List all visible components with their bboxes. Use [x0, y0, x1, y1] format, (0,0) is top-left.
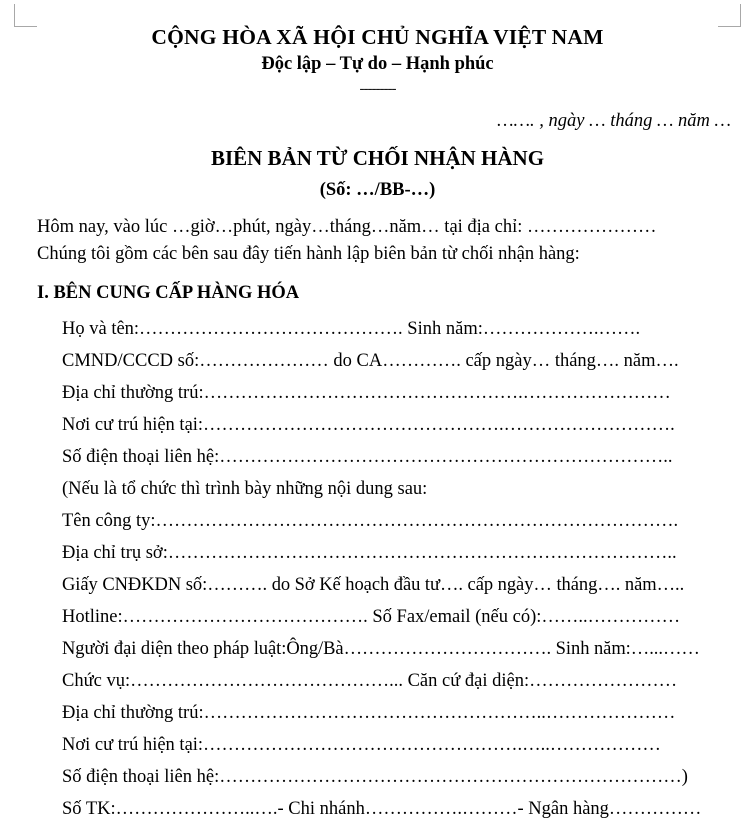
field-line: Người đại diện theo pháp luật:Ông/Bà……………………………. Sinh năm:…...…… [62, 639, 700, 660]
document-number: (Số: …/BB-…) [319, 179, 436, 200]
field-line: Họ và tên:……………………………………. Sinh năm:……………….……. [62, 319, 641, 340]
field-line: Tên công ty:…………………………………………………………………………. [62, 511, 679, 532]
intro-line-1: Hôm nay, vào lúc …giờ…phút, ngày…tháng…năm… tại địa chỉ: ………………… [37, 216, 657, 237]
margin-corner-mark-top-right [718, 4, 741, 27]
field-line: Số TK:…………………..….- Chi nhánh…………….………- Ngân hàng…………… [62, 799, 702, 820]
supplier-field-list [37, 313, 745, 825]
field-line: Giấy CNĐKDN số:………. do Sở Kế hoạch đầu tư…. cấp ngày… tháng…. năm….. [62, 575, 685, 596]
field-line: Nơi cư trú hiện tại:…………………………………………….…..……………… [62, 735, 661, 756]
national-motto: Độc lập – Tự do – Hạnh phúc [261, 54, 494, 75]
intro-line-2: Chúng tôi gồm các bên sau đây tiến hành lập biên bản từ chối nhận hàng: [37, 243, 580, 264]
field-line: (Nếu là tổ chức thì trình bày những nội dung sau: [62, 479, 428, 500]
national-title: CỘNG HÒA XÃ HỘI CHỦ NGHĨA VIỆT NAM [151, 25, 604, 49]
margin-corner-mark-top-left [14, 4, 37, 27]
field-line: Địa chỉ thường trú:…………………………………………….…………………… [62, 383, 671, 404]
field-line: Chức vụ:……………………………………... Căn cứ đại diện:…………………… [62, 671, 678, 692]
field-line: Địa chỉ trụ sở:……………………………………………………………………….. [62, 543, 677, 564]
field-line: Địa chỉ thường trú:………………………………………………..………………… [62, 703, 676, 724]
field-line: CMND/CCCD số:………………… do CA…………. cấp ngày… tháng…. năm…. [62, 351, 679, 372]
document-body [0, 214, 755, 825]
field-line: Số điện thoại liên hệ:……………………………………………………………….. [62, 447, 673, 468]
header-separator: --------- [359, 81, 396, 98]
document-header [0, 0, 755, 98]
section-heading-supplier: I. BÊN CUNG CẤP HÀNG HÓA [37, 283, 300, 304]
field-line: Số điện thoại liên hệ:…………………………………………………………………) [62, 767, 688, 788]
date-place-line: ……. , ngày … tháng … năm … [497, 111, 731, 132]
page-title: BIÊN BẢN TỪ CHỐI NHẬN HÀNG [210, 146, 545, 171]
field-line: Hotline:…………………………………. Số Fax/email (nếu có):……..…………… [62, 607, 681, 628]
field-line: Nơi cư trú hiện tại:………………………………………….………………………. [62, 415, 675, 436]
